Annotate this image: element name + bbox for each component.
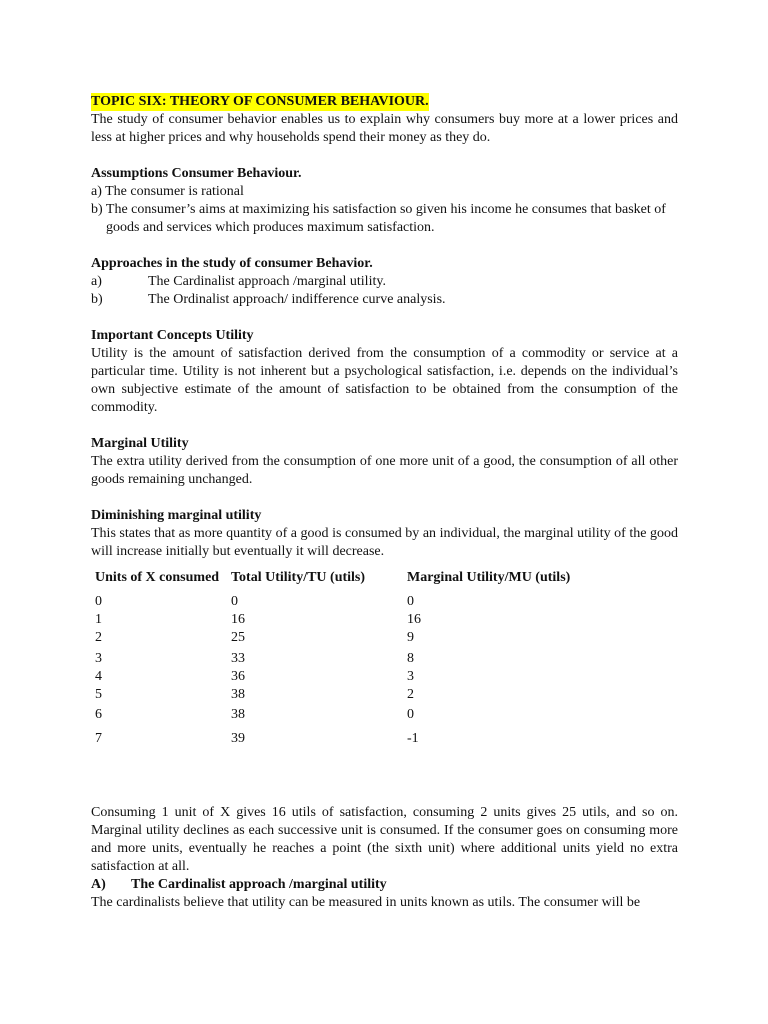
table-cell: 7 xyxy=(95,731,102,746)
table-row xyxy=(95,593,657,611)
table-cell: 38 xyxy=(231,687,245,702)
approach-item xyxy=(91,273,678,291)
explanation-paragraph: Consuming 1 unit of X gives 16 utils of satisfaction, consuming 2 units gives 25 utils, and so on. Marginal utility declines as each successive unit is consumed. If the consumer goes on consuming more and more units, eventually he reaches a point (the sixth unit) where additional units yield no extra satisfaction at all. xyxy=(91,805,678,874)
table-cell: 0 xyxy=(407,707,414,722)
approach-label: a) xyxy=(91,274,102,289)
table-cell: -1 xyxy=(407,731,419,746)
table-cell: 0 xyxy=(231,594,238,609)
table-cell: 8 xyxy=(407,651,414,666)
table-header-row xyxy=(95,569,657,593)
table-cell: 4 xyxy=(95,669,102,684)
column-header: Marginal Utility/MU (utils) xyxy=(407,570,571,585)
column-header: Total Utility/TU (utils) xyxy=(231,570,366,585)
table-row xyxy=(95,629,657,650)
column-header: Units of X consumed xyxy=(95,570,220,585)
table-cell: 33 xyxy=(231,651,245,666)
marginal-utility-paragraph: The extra utility derived from the consumption of one more unit of a good, the consumption of all other goods remaining unchanged. xyxy=(91,454,678,487)
section-a-heading xyxy=(91,876,678,894)
approach-text: The Ordinalist approach/ indifference curve analysis. xyxy=(148,292,446,307)
utility-table xyxy=(95,569,657,748)
table-row xyxy=(95,686,657,706)
table-row xyxy=(95,611,657,629)
document-title: TOPIC SIX: THEORY OF CONSUMER BEHAVIOUR. xyxy=(91,94,429,109)
table-cell: 3 xyxy=(95,651,102,666)
table-row xyxy=(95,650,657,668)
diminishing-heading: Diminishing marginal utility xyxy=(91,508,262,523)
section-a-paragraph: The cardinalists believe that utility can be measured in units known as utils. The consumer will be xyxy=(91,895,641,910)
intro-paragraph: The study of consumer behavior enables us to explain why consumers buy more at a lower prices and less at higher prices and why households spend their money as they do. xyxy=(91,112,678,145)
marginal-utility-heading: Marginal Utility xyxy=(91,436,189,451)
diminishing-paragraph: This states that as more quantity of a good is consumed by an individual, the marginal utility of the good will increase initially but eventually it will decrease. xyxy=(91,526,678,559)
table-cell: 0 xyxy=(407,594,414,609)
concepts-paragraph: Utility is the amount of satisfaction derived from the consumption of a commodity or service at a particular time. Utility is not inherent but a psychological satisfaction, i.e. depends on the individual’s own subjective estimate of the amount of satisfaction to be obtained from the consumption of the commodity. xyxy=(91,346,678,415)
assumptions-heading: Assumptions Consumer Behaviour. xyxy=(91,166,302,181)
table-cell: 25 xyxy=(231,630,245,645)
approach-label: b) xyxy=(91,292,103,307)
approach-text: The Cardinalist approach /marginal utility. xyxy=(148,274,386,289)
document-page xyxy=(91,93,678,912)
table-cell: 0 xyxy=(95,594,102,609)
section-a-title: The Cardinalist approach /marginal utility xyxy=(131,877,387,892)
assumption-item: a) The consumer is rational xyxy=(91,184,244,199)
table-cell: 2 xyxy=(407,687,414,702)
table-cell: 5 xyxy=(95,687,102,702)
table-row xyxy=(95,706,657,730)
approach-item xyxy=(91,291,678,309)
assumption-item: b) The consumer’s aims at maximizing his satisfaction so given his income he consumes that basket of goods and services which produces maximum satisfaction. xyxy=(91,202,666,235)
table-cell: 38 xyxy=(231,707,245,722)
table-row xyxy=(95,730,657,748)
table-cell: 9 xyxy=(407,630,414,645)
table-cell: 39 xyxy=(231,731,245,746)
approaches-heading: Approaches in the study of consumer Behavior. xyxy=(91,256,373,271)
table-cell: 16 xyxy=(231,612,245,627)
concepts-heading: Important Concepts Utility xyxy=(91,328,254,343)
section-a-label: A) xyxy=(91,877,106,892)
table-cell: 16 xyxy=(407,612,421,627)
table-cell: 1 xyxy=(95,612,102,627)
table-cell: 6 xyxy=(95,707,102,722)
table-row xyxy=(95,668,657,686)
table-cell: 3 xyxy=(407,669,414,684)
table-cell: 2 xyxy=(95,630,102,645)
table-cell: 36 xyxy=(231,669,245,684)
